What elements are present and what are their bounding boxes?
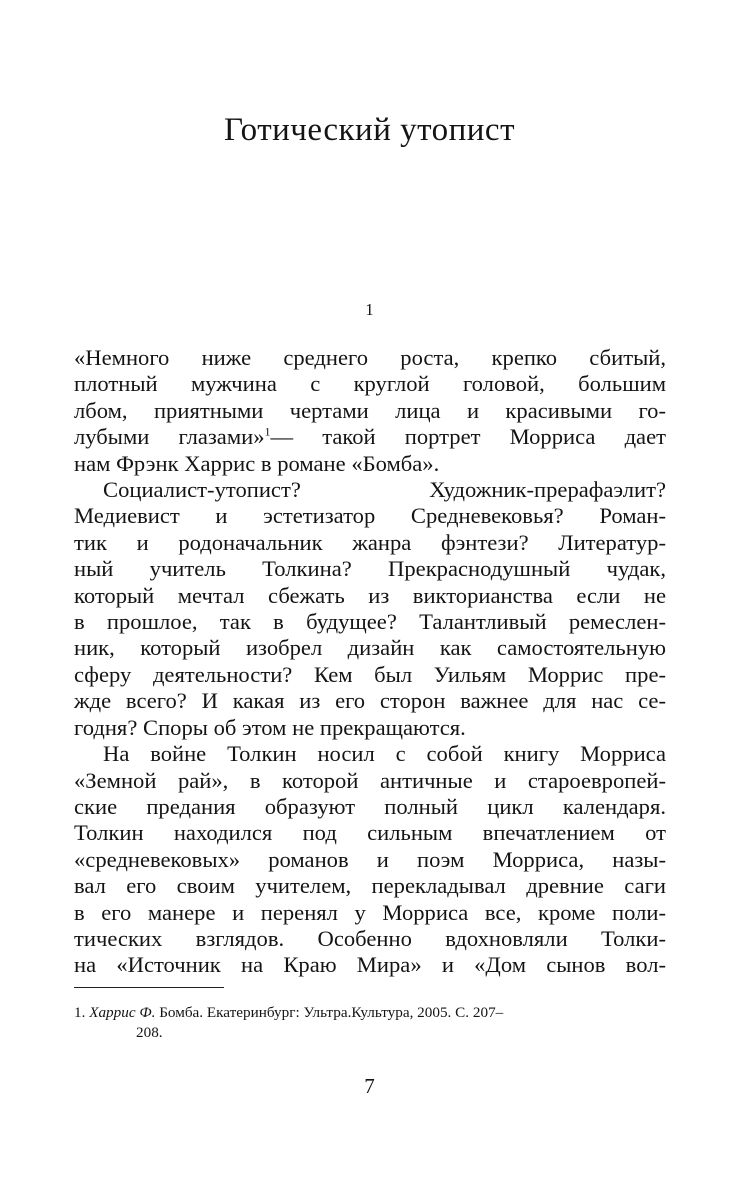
- text-line: плотный мужчина с круглой головой, большим: [74, 371, 666, 397]
- paragraph: [74, 345, 666, 477]
- footnote: [74, 1003, 674, 1043]
- text-line: «Земной рай», в которой античные и староевропей-: [74, 767, 666, 793]
- text-line: в его манере и перенял у Морриса все, кроме поли-: [74, 899, 666, 925]
- footnote-reference[interactable]: 1: [264, 424, 271, 439]
- text-line: [74, 424, 666, 450]
- footnote-author: Харрис Ф.: [89, 1004, 156, 1021]
- text-line: тических взглядов. Особенно вдохновляли Толки-: [74, 925, 666, 951]
- paragraph: [74, 477, 666, 741]
- text-line: «Немного ниже среднего роста, крепко сбитый,: [74, 345, 666, 370]
- text-line: сферу деятельности? Кем был Уильям Моррис пре-: [74, 661, 666, 687]
- text-line: годня? Споры об этом не прекращаются.: [74, 714, 466, 740]
- chapter-title: Готический утопист: [223, 112, 515, 148]
- text-line: нам Фрэнк Харрис в романе «Бомба».: [74, 450, 440, 476]
- text-line: вал его своим учителем, перекладывал древние саги: [74, 873, 666, 899]
- text-line: на «Источник на Краю Мира» и «Дом сынов вол-: [74, 952, 666, 978]
- text-line: Медиевист и эстетизатор Средневековья? Роман-: [74, 503, 666, 529]
- text-line: ские предания образуют полный цикл календаря.: [74, 793, 666, 819]
- text-line: На войне Толкин носил с собой книгу Морриса: [103, 741, 666, 767]
- page-number: 7: [364, 1074, 375, 1098]
- text-line: в прошлое, так в будущее? Талантливый ремеслен-: [74, 609, 666, 635]
- footnote-divider: [74, 987, 224, 988]
- footnote-number: 1.: [74, 1004, 86, 1021]
- text-line: жде всего? И какая из его сторон важнее для нас се-: [74, 688, 666, 714]
- text-line: ник, который изобрел дизайн как самостоятельную: [74, 635, 666, 661]
- section-number: 1: [365, 300, 374, 319]
- paragraph: [74, 741, 666, 979]
- text-line: ный учитель Толкина? Прекраснодушный чудак,: [74, 556, 666, 582]
- body-text: [74, 345, 666, 979]
- text-line: Толкин находился под сильным впечатлением от: [74, 820, 666, 846]
- text-fragment: — такой портрет Морриса дает: [270, 424, 666, 450]
- text-line: лбом, приятными чертами лица и красивыми го-: [74, 397, 666, 423]
- text-fragment: лубыми глазами»: [74, 424, 265, 450]
- footnote-text: Бомба. Екатеринбург: Ультра.Культура, 2005. С. 207–: [159, 1004, 504, 1021]
- footnote-continuation: 208.: [136, 1024, 163, 1041]
- text-line: тик и родоначальник жанра фэнтези? Литератур-: [74, 529, 666, 555]
- text-line: который мечтал сбежать из викторианства если не: [74, 582, 666, 608]
- text-line: «средневековых» романов и поэм Морриса, назы-: [74, 846, 666, 872]
- text-line: Социалист-утопист? Художник-прерафаэлит?: [103, 477, 666, 503]
